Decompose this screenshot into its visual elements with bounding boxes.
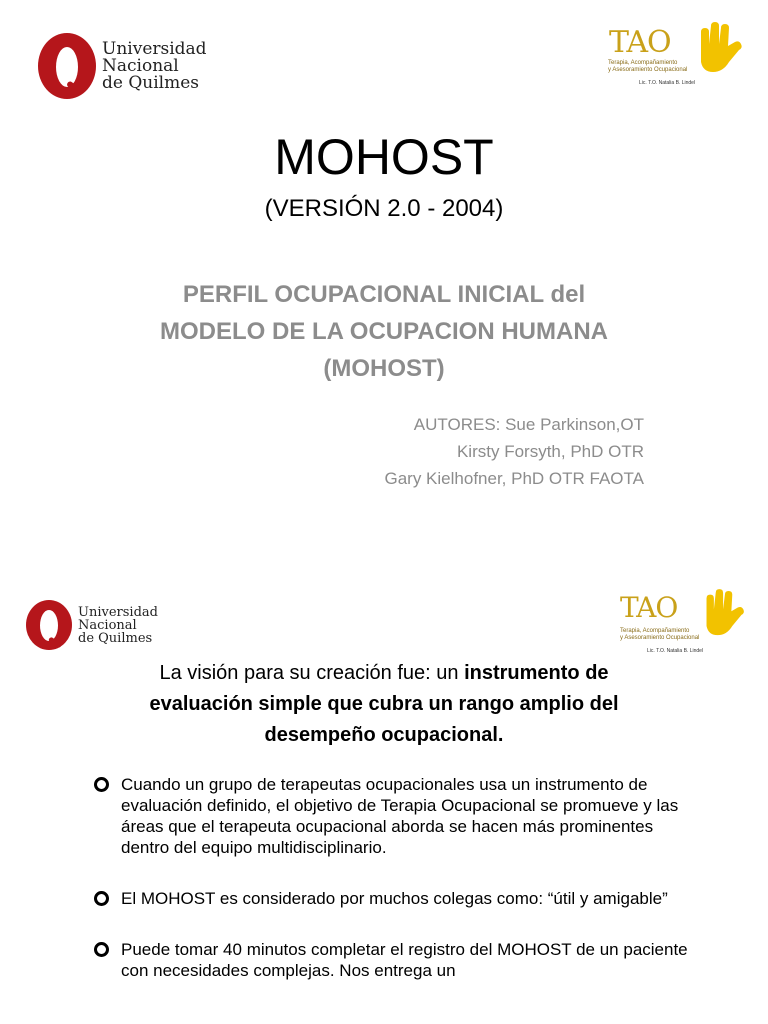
tao-subtitle-line-1: Terapia, Acompañamiento [608, 60, 678, 66]
subtitle-line-1: PERFIL OCUPACIONAL INICIAL del [182, 281, 586, 308]
author-line-3: Gary Kielhofner, PhD OTR FAOTA [384, 469, 644, 488]
subtitle [100, 276, 668, 387]
page-title: MOHOST [274, 129, 494, 185]
tao-subtitle-line-2: y Asesoramiento Ocupacional [608, 66, 688, 73]
unq-logo [38, 33, 207, 99]
vision-prefix: La visión para su creación fue: un [159, 662, 465, 684]
version-label: (VERSIÓN 2.0 - 2004) [264, 195, 504, 222]
slide-2 [0, 578, 768, 1024]
unq-line-1: Universidad [102, 38, 207, 59]
vision-bold: instrumento de evaluación simple que cubra un rango amplio del desempeño ocupacional. [149, 662, 619, 746]
tao-subtitle-line-2: y Asesoramiento Ocupacional [620, 634, 700, 641]
unq-line-1: Universidad [78, 604, 158, 620]
unq-line-2: Nacional [102, 55, 179, 76]
bullet-circle-icon [94, 777, 109, 792]
unq-emblem [26, 600, 72, 650]
tao-logo [607, 22, 747, 88]
tao-license: Lic. T.O. Natalia B. Lindel [647, 648, 704, 654]
bullet-text: Cuando un grupo de terapeutas ocupacionales usa un instrumento de evaluación definido, el objetivo de Terapia Ocupacional se promueve y las áreas que el terapeuta ocupacional aborda se hacen más prominentes dentro del equipo multidisciplinario. [121, 775, 679, 857]
hand-icon [695, 22, 745, 76]
subtitle-line-3: (MOHOST) [323, 355, 445, 382]
bullet-text: Puede tomar 40 minutos completar el registro del MOHOST de un paciente con necesidades complejas. Nos entrega un [121, 940, 688, 980]
subtitle-line-2: MODELO DE LA OCUPACION HUMANA [160, 318, 608, 345]
unq-logo [26, 600, 158, 650]
hand-icon [701, 584, 747, 644]
author-line-2: Kirsty Forsyth, PhD OTR [456, 442, 644, 461]
unq-emblem [38, 33, 96, 99]
bullet-list [92, 774, 692, 1011]
tao-subtitle-line-1: Terapia, Acompañamiento [620, 628, 690, 634]
authors [385, 411, 645, 492]
unq-name [78, 606, 158, 645]
unq-line-3: de Quilmes [102, 72, 200, 93]
list-item [92, 888, 692, 909]
bullet-text: El MOHOST es considerado por muchos colegas como: “útil y amigable” [121, 889, 668, 908]
unq-line-3: de Quilmes [78, 630, 153, 646]
tao-name: TAO [620, 591, 678, 624]
list-item [92, 774, 692, 858]
bullet-circle-icon [94, 891, 109, 906]
list-item [92, 939, 692, 981]
unq-name [102, 38, 207, 93]
tao-name: TAO [609, 25, 671, 60]
author-line-1: AUTORES: Sue Parkinson,OT [413, 415, 644, 434]
tao-logo [619, 584, 749, 656]
tao-subtitle [620, 628, 699, 642]
unq-line-2: Nacional [78, 617, 137, 633]
tao-license: Lic. T.O. Natalia B. Lindel [639, 80, 696, 86]
bullet-circle-icon [94, 942, 109, 957]
vision-statement [110, 658, 658, 751]
tao-subtitle [608, 60, 687, 74]
